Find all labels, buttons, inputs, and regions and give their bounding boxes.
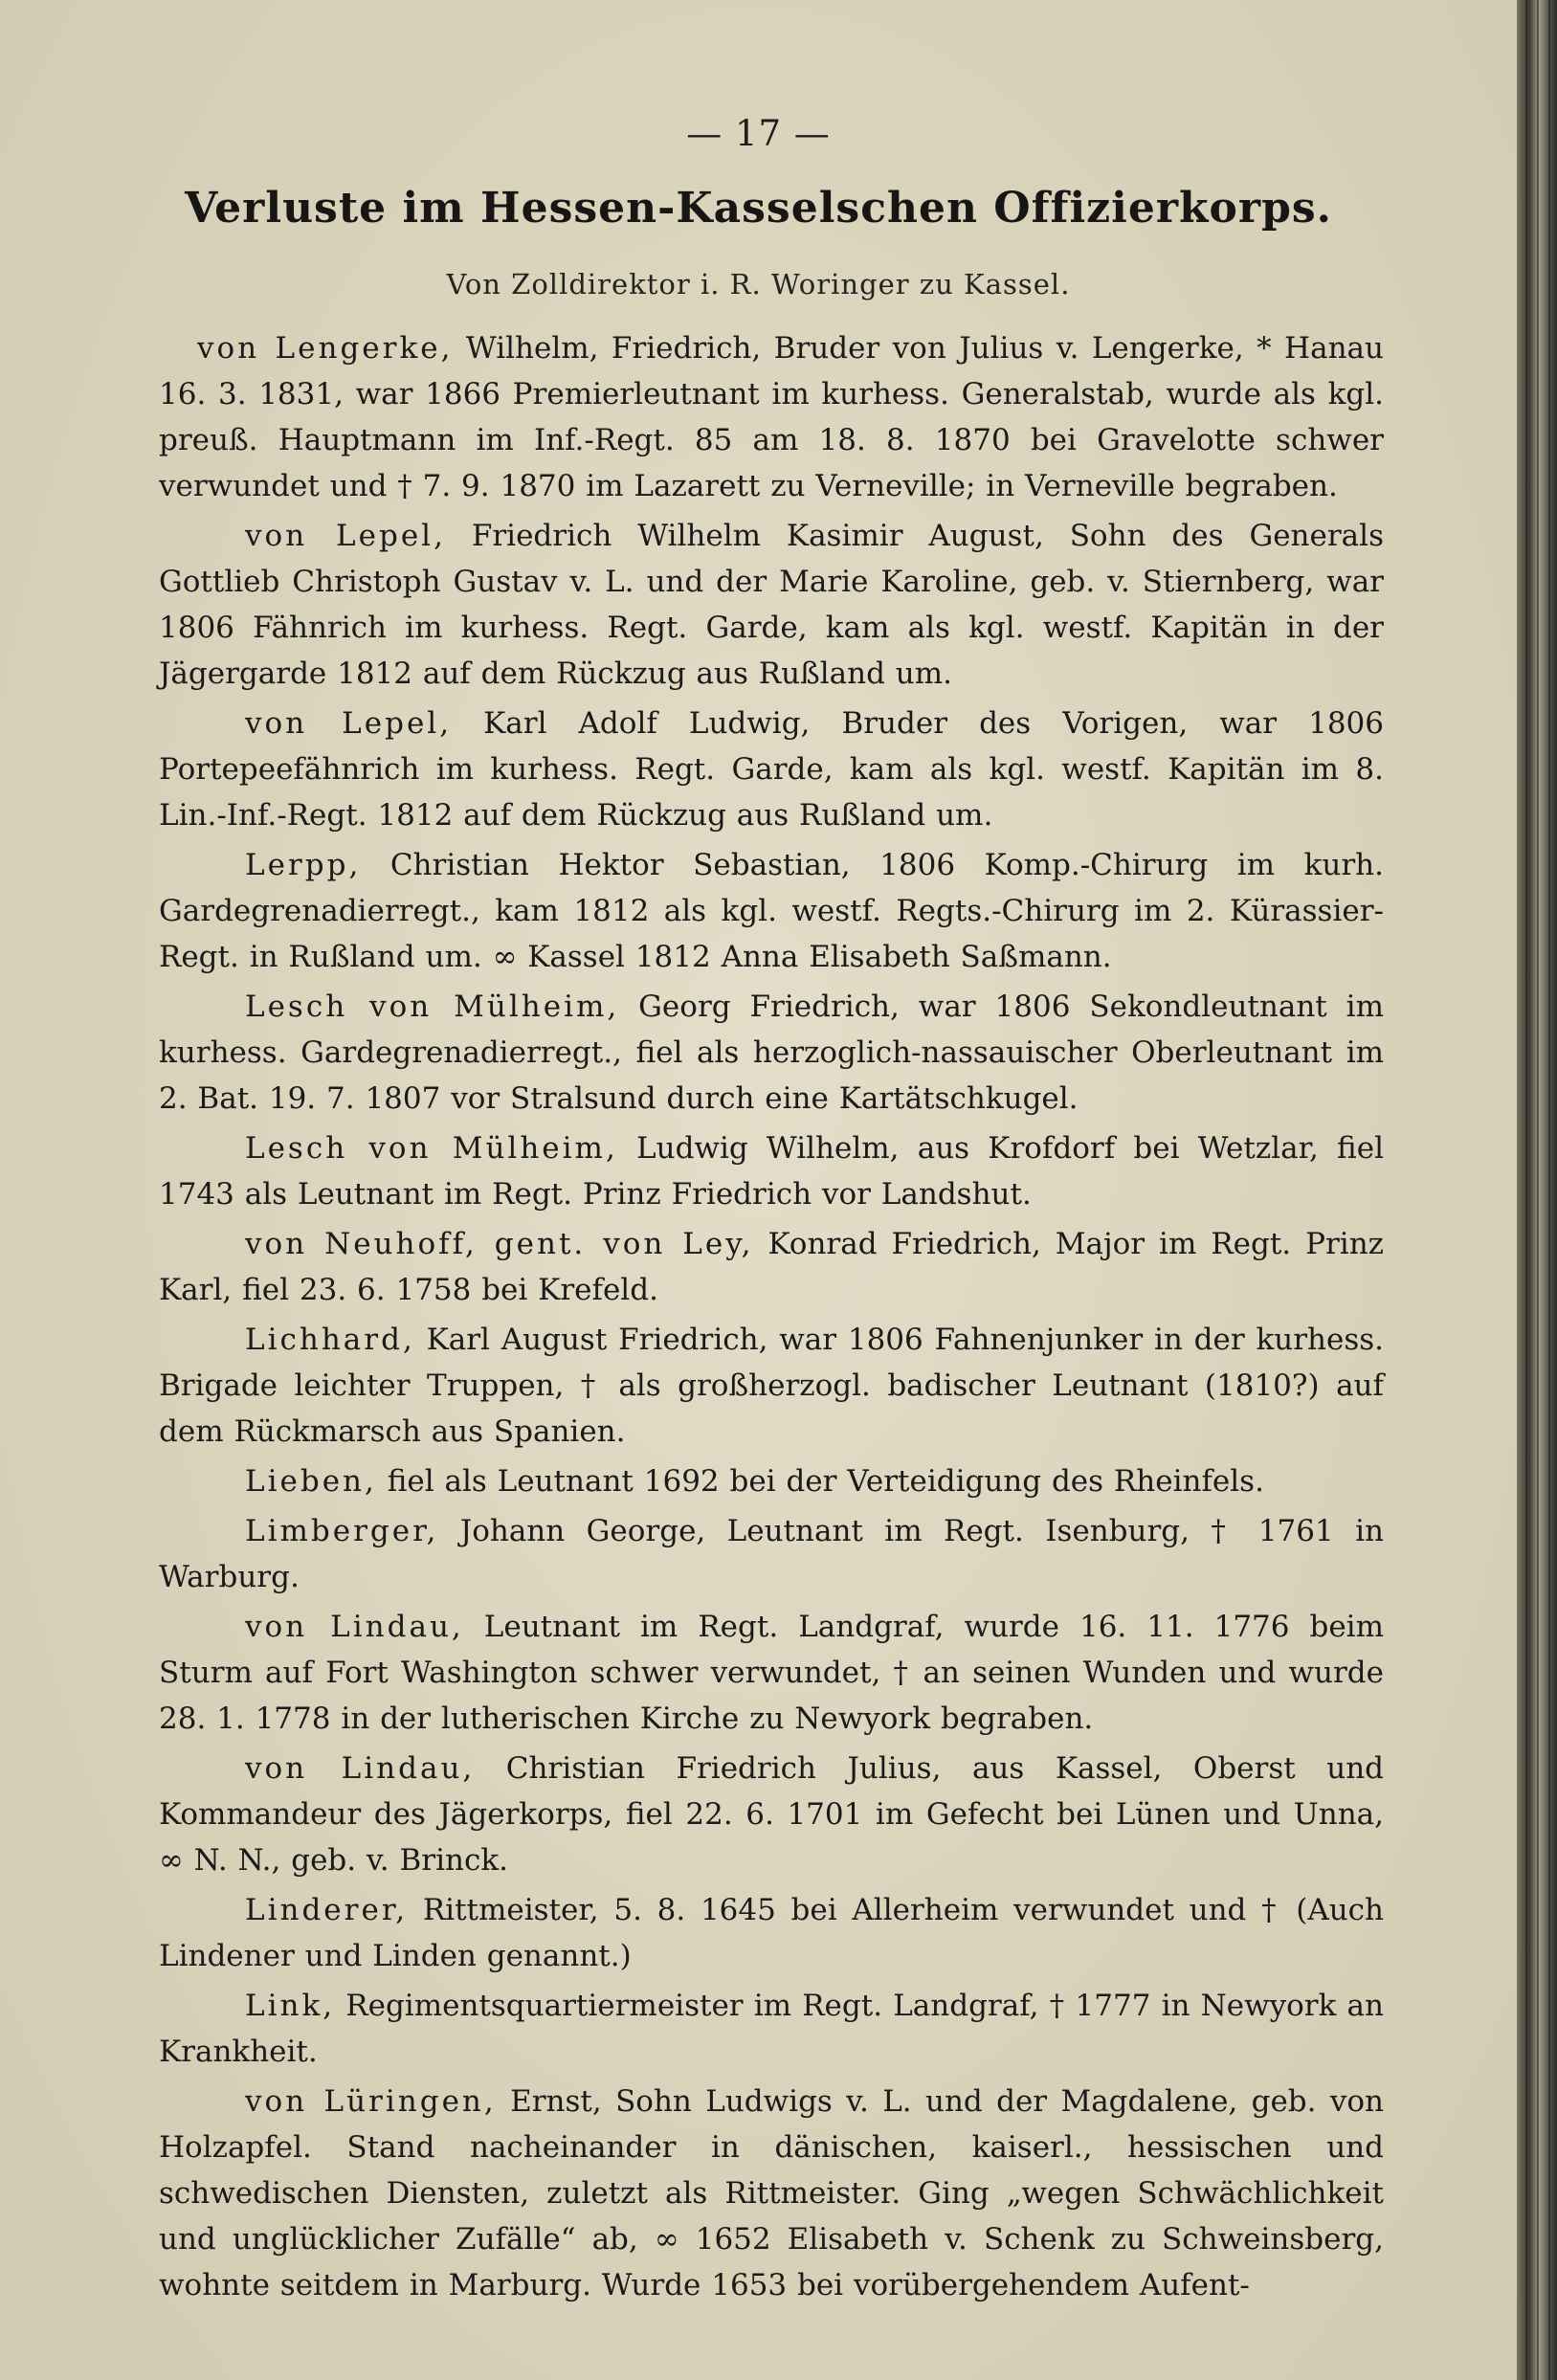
entry-paragraph [159,1508,1384,1600]
entry-paragraph [159,1983,1384,2075]
page-edge-line [1537,0,1539,2380]
entry-text: Rittmeister, 5. 8. 1645 bei Allerheim verwundet und † (Auch Lindener und Linden genannt.) [159,1893,1384,1973]
entry-text: Konrad Friedrich, Major im Regt. Prinz Karl, fiel 23. 6. 1758 bei Krefeld. [159,1227,1384,1307]
entry-text: Regimentsquartiermeister im Regt. Landgraf, † 1777 in Newyork an Krankheit. [159,1989,1384,2069]
entry-name: von Lepel, [245,706,453,741]
entry-paragraph [159,2079,1384,2308]
entry-name: von Lengerke, [197,331,454,366]
entry-name: von Lindau, [245,1610,464,1644]
entry-paragraph [159,1317,1384,1455]
entry-name: von Neuhoff, gent. von Ley, [245,1227,754,1261]
entry-text: Friedrich Wilhelm Kasimir August, Sohn des Generals Gottlieb Christoph Gustav v. L. und der Marie Karoline, geb. v. Stiernberg, war 1806 Fähnrich im kurhess. Regt. Garde, kam als kgl. westf. Kapitän in der Jägergarde 1812 auf dem Rückzug aus Rußland um. [159,519,1384,691]
entry-name: von Lüringen, [245,2084,497,2119]
entry-text: Karl Adolf Ludwig, Bruder des Vorigen, war 1806 Portepeefähnrich im kurhess. Regt. Garde, kam als kgl. westf. Kapitän im 8. Lin.-Inf.-Regt. 1812 auf dem Rückzug aus Rußland um. [159,706,1384,833]
entry-paragraph [159,1746,1384,1883]
entry-name: Lesch von Mülheim, [245,1131,618,1166]
entry-name: Lesch von Mülheim, [245,990,620,1024]
entry-text: Johann George, Leutnant im Regt. Isenburg, † 1761 in Warburg. [159,1514,1384,1594]
entry-text: Wilhelm, Friedrich, Bruder von Julius v. Lengerke, * Hanau 16. 3. 1831, war 1866 Premierleutnant im kurhess. Generalstab, wurde als kgl. preuß. Hauptmann im Inf.-Regt. 85 am 18. 8. 1870 bei Gravelotte schwer verwundet und † 7. 9. 1870 im Lazarett zu Verneville; in Verneville begraben. [159,331,1384,503]
book-page-edge [1517,0,1557,2380]
entry-name: Limberger, [245,1514,439,1548]
entry-paragraph [159,1458,1384,1504]
entry-paragraph [159,325,1384,509]
entry-paragraph [159,513,1384,697]
page-number: — 17 — [686,113,831,154]
entry-name: Link, [245,1989,336,2023]
entry-name: von Lindau, [245,1751,476,1786]
entry-paragraph [159,1887,1384,1979]
entry-name: Lieben, [245,1464,377,1499]
page-edge-line [1525,0,1527,2380]
entry-text: Ernst, Sohn Ludwigs v. L. und der Magdalene, geb. von Holzapfel. Stand nacheinander in dänischen, kaiserl., hessischen und schwedischen Diensten, zuletzt als Rittmeister. Ging „wegen Schwächlichkeit und unglücklicher Zufälle“ ab, ∞ 1652 Elisabeth v. Schenk zu Schweinsberg, wohnte seitdem in Marburg. Wurde 1653 bei vorübergehendem Aufent- [159,2084,1384,2302]
entry-paragraph [159,1125,1384,1217]
entry-paragraph [159,984,1384,1122]
entry-text: Karl August Friedrich, war 1806 Fahnenjunker in der kurhess. Brigade leichter Truppen, † als großherzogl. badischer Leutnant (1810?) auf dem Rückmarsch aus Spanien. [159,1323,1384,1449]
entry-name: Lichhard, [245,1323,415,1357]
entry-text: Christian Hektor Sebastian, 1806 Komp.-Chirurg im kurh. Gardegrenadierregt., kam 1812 als kgl. westf. Regts.-Chirurg im 2. Kürassier-Regt. in Rußland um. ∞ Kassel 1812 Anna Elisabeth Saßmann. [159,848,1384,974]
author-byline: Von Zolldirektor i. R. Woringer zu Kassel. [446,268,1071,300]
entry-text: Ludwig Wilhelm, aus Krofdorf bei Wetzlar, fiel 1743 als Leutnant im Regt. Prinz Friedrich vor Landshut. [159,1131,1384,1212]
entry-paragraph [159,842,1384,980]
entry-paragraph [159,1604,1384,1742]
entry-text: fiel als Leutnant 1692 bei der Verteidigung des Rheinfels. [376,1464,1264,1499]
page-edge-line [1548,0,1550,2380]
entry-name: Linderer, [245,1893,409,1927]
entries-text [159,325,1384,2312]
page-title: Verluste im Hessen-Kasselschen Offizierkorps. [185,184,1332,233]
entry-text: Georg Friedrich, war 1806 Sekondleutnant im kurhess. Gardegrenadierregt., fiel als herzoglich-nassauischer Oberleutnant im 2. Bat. 19. 7. 1807 vor Stralsund durch eine Kartätschkugel. [159,990,1384,1116]
entry-text: Christian Friedrich Julius, aus Kassel, Oberst und Kommandeur des Jägerkorps, fiel 22. 6. 1701 im Gefecht bei Lünen und Unna, ∞ N. N., geb. v. Brinck. [159,1751,1385,1878]
entry-paragraph [159,701,1384,838]
entry-paragraph [159,1221,1384,1313]
entry-name: von Lepel, [245,519,446,553]
entry-text: Leutnant im Regt. Landgraf, wurde 16. 11. 1776 beim Sturm auf Fort Washington schwer verwundet, † an seinen Wunden und wurde 28. 1. 1778 in der lutherischen Kirche zu Newyork begraben. [159,1610,1384,1736]
entry-name: Lerpp, [245,848,362,882]
